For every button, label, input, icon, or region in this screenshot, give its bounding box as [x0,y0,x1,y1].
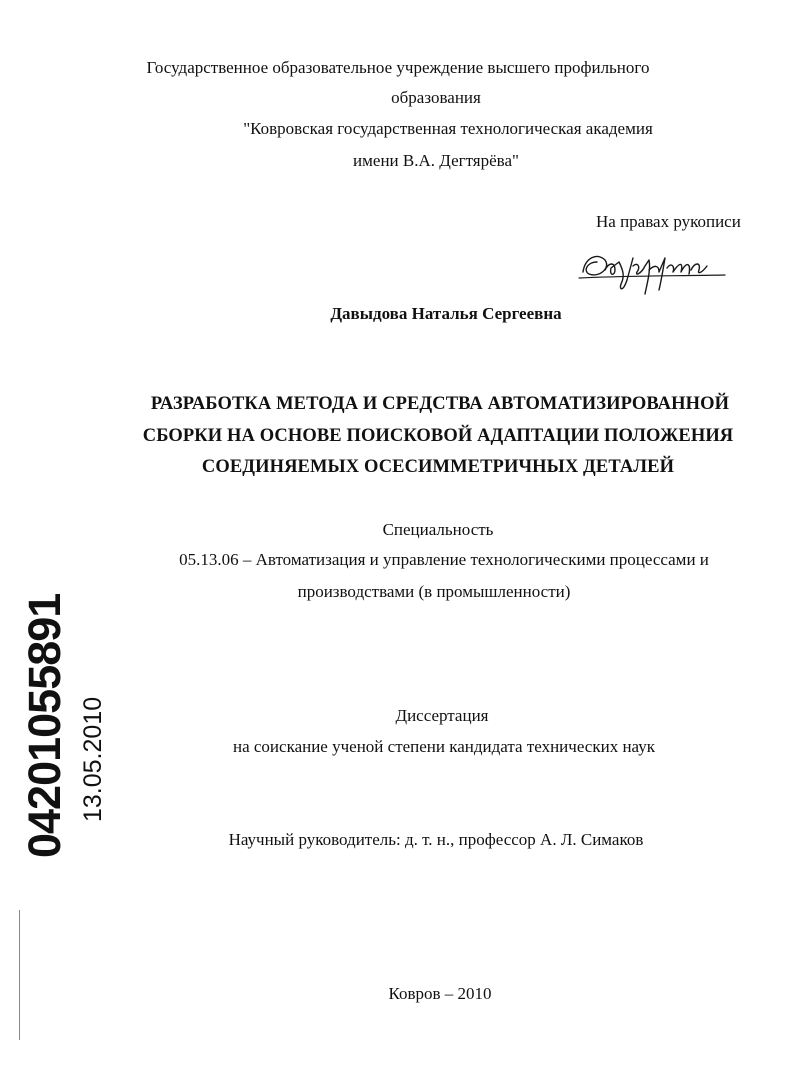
specialty-line-1: 05.13.06 – Автоматизация и управление технологическими процессами и [179,550,709,569]
title-line-3: СОЕДИНЯЕМЫХ ОСЕСИММЕТРИЧНЫХ ДЕТАЛЕЙ [201,457,675,477]
institution-line-1: Государственное образовательное учреждение высшего профильного [146,58,650,77]
supervisor: Научный руководитель: д. т. н., профессор А. Л. Симаков [228,830,644,849]
city-year: Ковров – 2010 [388,984,492,1003]
specialty-label: Специальность [382,520,494,539]
institution-line-4: имени В.А. Дегтярёва" [353,151,519,170]
institution-line-3: "Ковровская государственная технологическая академия [243,119,653,138]
manuscript-note: На правах рукописи [596,212,741,231]
dissertation-label: Диссертация [395,706,489,725]
library-stamp-date: 13.05.2010 [79,696,107,822]
title-line-1: РАЗРАБОТКА МЕТОДА И СРЕДСТВА АВТОМАТИЗИРОВАННОЙ [150,394,730,414]
institution-line-2: образования [391,88,481,107]
dissertation-degree: на соискание ученой степени кандидата технических наук [232,737,655,756]
title-line-2: СБОРКИ НА ОСНОВЕ ПОИСКОВОЙ АДАПТАЦИИ ПОЛОЖЕНИЯ [142,426,734,446]
library-stamp-number: 04201055891 [19,593,70,858]
scan-edge-line [19,910,20,1040]
author-name: Давыдова Наталья Сергеевна [330,304,562,323]
author-signature [575,240,735,298]
specialty-line-2: производствами (в промышленности) [297,582,571,601]
